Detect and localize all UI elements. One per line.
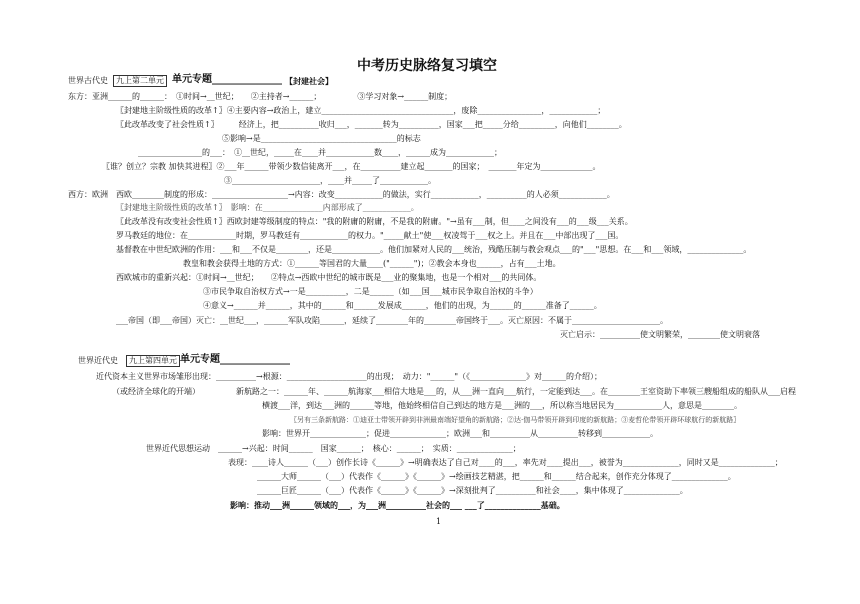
section-course: 世界古代史 <box>68 76 108 85</box>
s2-line-1: 近代资本主义世界市场雏形出现：__________→根源：____________________的出现； 动力："______"（《______________》对______的介绍）； <box>96 372 603 381</box>
line-2: 〖封建地主阶级性质的改革↑〗④主要内容→政治上，建立_________________________________，废除________________，____________； <box>116 106 606 115</box>
s2-line-2: （或经济全球化的开端） 新航路之一：______年、______航海家___相信大地是___的，从___洲一直向___航行，一定能到达___。在________王室资助下率领三艘船组成的船队从___启程 <box>112 387 796 396</box>
line-5: ________________的___： ①__世纪，_____在____并____________数____，______成为____________； <box>138 148 502 157</box>
line-13: 教皇和教会获得土地的方式：①______等国君的大量____("______")；②教会本身也______，占有___土地。 <box>183 259 561 268</box>
line-16: ④意义→______并______，其中的______和______发展成______，他们的出现，为______的______准备了______。 <box>203 301 602 310</box>
line-1: 东方：亚洲______的______： ①时间→__世纪； ②主持者→______； ③学习对象→______制度； <box>68 92 453 101</box>
line-4: ⑤影响→是__________________________________的标志 <box>222 134 421 143</box>
s2-line-3: 横渡___洋，到达___洲的______等地，他始终相信自己到达的地方是___洲的___，所以称当地居民为____________人，意思是________。 <box>262 401 742 410</box>
unit-label: 单元专题______________ <box>172 74 282 85</box>
page-number: 1 <box>436 517 442 526</box>
line-15: ③市民争取自治权方式→一是__________，二是______（如___国___城市民争取自治权的斗争） <box>203 287 538 296</box>
unit2-label: 单元专题______________ <box>180 354 290 365</box>
line-6: 〖谁？创立？宗教 加快其进程〗②___年______带领少数信徒离开___，在__________建立起_______的国家； _______年定为_____________。 <box>102 162 601 171</box>
page-title: 中考历史脉络复习填空 <box>357 58 497 74</box>
s2-line-7: 表现：____诗人______（___）创作长诗《______》→明确表达了自己对____的___，率先对____提出___，被誉为______________，同时又是______________； <box>228 458 783 467</box>
line-17: ___帝国（即___帝国）灭亡：__世纪___，______军队攻陷______，延续了________年的________帝国终于___。灭亡原因：不属于______________________。 <box>116 316 668 325</box>
line-18: 灭亡启示：__________使文明繁荣，________使文明衰落 <box>560 330 760 339</box>
s2-line-10: 影响：推动___洲______领域的___，为___洲__________社会的___ ___了______________基础。 <box>230 500 565 510</box>
s2-line-8: ______大师______（___）代表作《______》《______》→绘画技艺精湛，把______和______结合起来，创作充分体现了______________。 <box>257 472 736 481</box>
s2-line-9: ______巨匠______（___）代表作《______》《______》→深刻批判了__________和社会____，集中体现了______________。 <box>257 486 688 495</box>
line-11: 罗马教廷的地位：在____________时期，罗马教廷有____________的权力。"_____献土"使___权凌驾于___权之上。并且在___中部出现了___国。 <box>116 231 624 240</box>
line-8: 西方：欧洲 西欧________制度的形成：___________________→内容：改变____________的做法，实行____________，__________的人必须____________。 <box>68 190 615 199</box>
line-9: 〖封建地主阶级性质的改革↑〗 影响：在_______________内部形成了____________。 <box>116 203 419 212</box>
section-tag: 【封建社会】 <box>285 76 333 86</box>
unit-box: 九上第二单元 <box>113 75 167 87</box>
section2-course: 世界近代史 <box>78 356 118 365</box>
line-12: 基督教在中世纪欧洲的作用：___和___不仅是________，还是____________。他们加紧对人民的___统治，残酷压制与教会观点___的"___"思想。在___和___领域，______________。 <box>116 245 752 254</box>
line-3: 〖此改革改变了社会性质↑〗 经济上，把__________收归___，_______转为__________，国家___把_____分给_________，向他们________。 <box>116 120 627 129</box>
unit2-box: 九上第四单元 <box>126 355 180 367</box>
line-7: ③______________________，____并_____了____________。 <box>224 176 436 185</box>
line-10: 〖此改革没有改变社会性质↑〗西欧封建等级制度的特点："我的附庸的附庸，不是我的附庸。"→虽有___制，但____之间没有___的___级___关系。 <box>116 217 633 226</box>
line-14: 西欧城市的重新兴起：①时间→__世纪； ②特点→西欧中世纪的城市既是___业的聚集地，也是一个相对___的共同体。 <box>116 273 542 282</box>
s2-line-6: 世界近代思想运动 ______→兴起：时间______ 国家______； 核心：______； 实质：______________； <box>146 444 521 453</box>
s2-line-5: 影响：世界开______________；促进______________；欧洲___和__________从__________转移到____________。 <box>262 429 658 438</box>
s2-line-4: 〖另有三条新航路：①迪亚士带领开辟到非洲最南端好望角的新航路；②达·伽马带领开辟到印度的新航路；③麦哲伦带领开辟环球航行的新航路〗 <box>290 416 741 424</box>
